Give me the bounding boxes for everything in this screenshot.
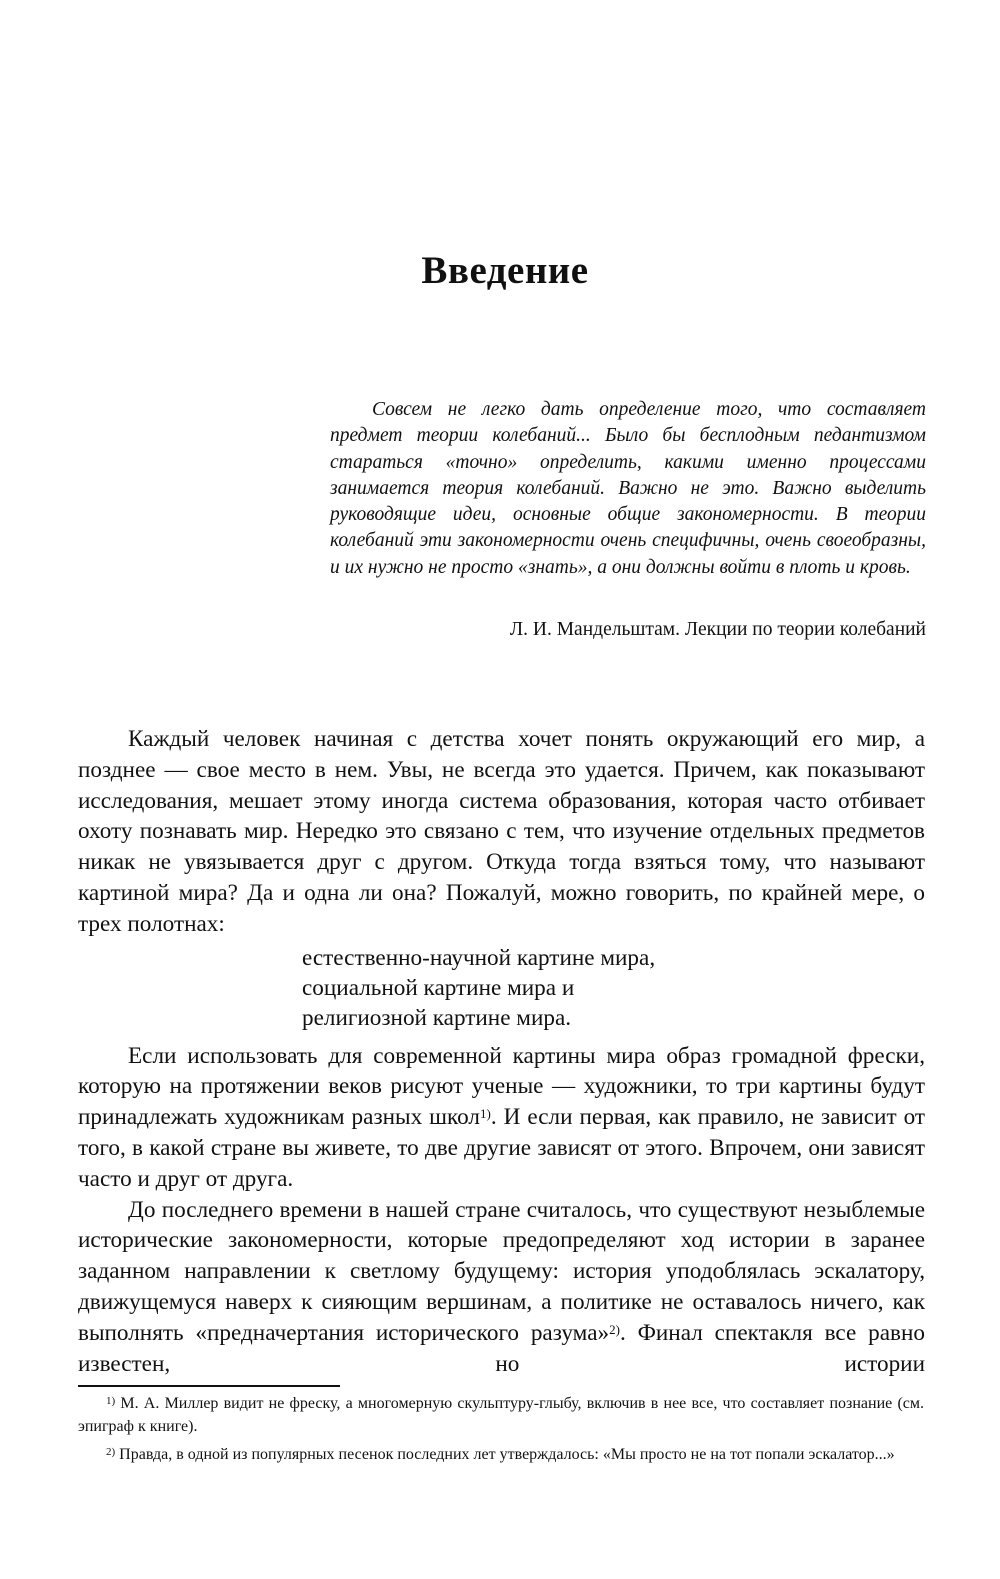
footnote-2 — [78, 1443, 924, 1466]
paragraph-1: Каждый человек начиная с детства хочет понять окружающий его мир, а позднее — свое место в нем. Увы, не всегда это удается. Причем, как показывают исследования, мешает этому иногда система образования, которая часто отбивает охоту познавать мир. Нередко это связано с тем, что изучение отдельных предметов никак не увязывается друг с другом. Откуда тогда взяться тому, что называют картиной мира? Да и одна ли она? Пожалуй, можно говорить, по крайней мере, о трех полотнах: — [78, 726, 925, 937]
paragraph-3-text-a: До последнего времени в нашей стране считалось, что существуют незыблемые исторические закономерности, которые предопределяют ход истории в заранее заданном направлении к светлому будущему: история уподоблялась эскалатору, движущемуся наверх к сияющим вершинам, а политике не оставалось ничего, как выполнять «предначертания исторического разума» — [78, 1196, 925, 1346]
footnote-mark-1: 1) — [106, 1395, 116, 1407]
paragraph-3-text-b: . Финал спектакля все равно известен, но истории — [78, 1319, 925, 1377]
footnote-ref-2[interactable]: 2) — [609, 1321, 620, 1337]
footnote-1-text: М. А. Миллер видит не фреску, а многомерную скульптуру-глыбу, включив в нее все, что составляет познание (см. эпиграф к книге). — [78, 1395, 924, 1435]
footnote-ref-1[interactable]: 1) — [479, 1106, 491, 1122]
worldview-list — [302, 943, 925, 1033]
epigraph-attribution: Л. И. Мандельштам. Лекции по теории колебаний — [509, 619, 926, 640]
list-item: религиозной картине мира. — [302, 1004, 572, 1031]
list-item: социальной картине мира и — [302, 974, 575, 1001]
paragraph-3 — [78, 1195, 925, 1380]
body-text — [78, 724, 925, 1379]
footnotes — [78, 1392, 924, 1471]
chapter-title: Введение — [421, 249, 589, 292]
epigraph — [330, 397, 926, 581]
footnote-1 — [78, 1392, 924, 1438]
footnote-mark-2: 2) — [106, 1446, 116, 1458]
paragraph-2-text-b: . И если первая, как правило, не зависит от того, в какой стране вы живете, то две другие зависят от этого. Впрочем, они зависят часто и друг от друга. — [78, 1104, 925, 1192]
paragraph-2-text-a: Если использовать для современной картины мира образ громадной фрески, которую на протяжении веков рисуют ученые — художники, то три картины будут принадлежать художникам разных школ — [78, 1042, 925, 1131]
footnote-2-text: Правда, в одной из популярных песенок последних лет утверждалось: «Мы просто не на тот попали эскалатор...» — [115, 1446, 895, 1463]
list-item: естественно-научной картине мира, — [302, 944, 656, 971]
epigraph-text: Совсем не легко дать определение того, что составляет предмет теории колебаний... Было бы бесплодным педантизмом стараться «точно» определить, какими именно процессами занимается теория колебаний. Важно не это. Важно выделить руководящие идеи, основные общие закономерности. В теории колебаний эти закономерности очень специфичны, очень своеобразны, и их нужно не просто «знать», а они должны войти в плоть и кровь. — [330, 399, 926, 578]
paragraph-2 — [78, 1041, 925, 1195]
footnote-divider — [78, 1385, 340, 1387]
